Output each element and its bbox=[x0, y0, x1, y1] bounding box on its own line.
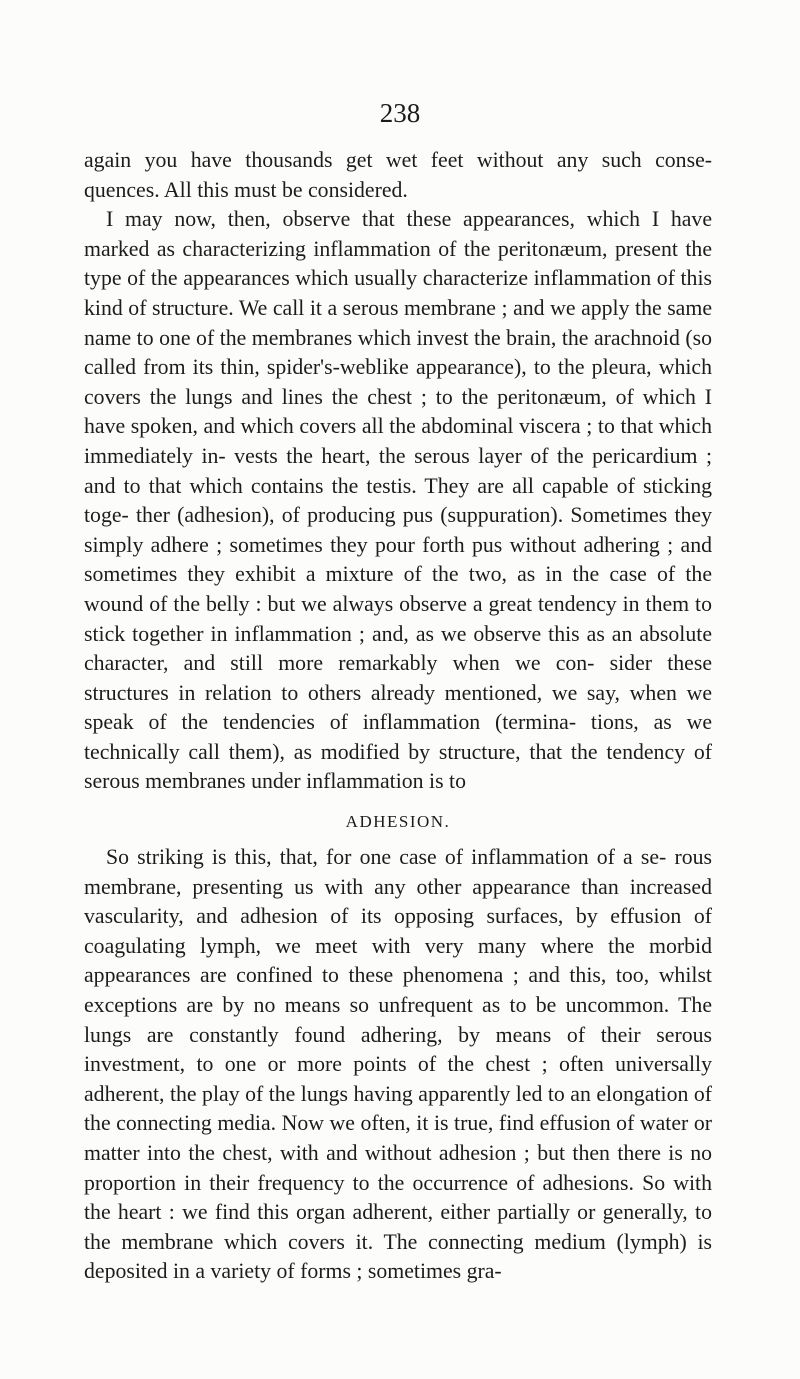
body-text bbox=[84, 146, 712, 1287]
paragraph: again you have thousands get wet feet without any such conse- quences. All this must be considered. bbox=[84, 148, 712, 202]
section-heading: ADHESION. bbox=[345, 812, 451, 832]
paragraph: I may now, then, observe that these appearances, which I have marked as characterizing inflammation of the peritonæum, present the type of the appearances which usually characterize inflammation of this kind of structure. We call it a serous membrane ; and we apply the same name to one of the membranes which invest the brain, the arachnoid (so called from its thin, spider's-weblike appearance), to the pleura, which covers the lungs and lines the chest ; to the peritonæum, of which I have spoken, and which covers all the abdominal viscera ; to that which immediately in- vests the heart, the serous layer of the pericardium ; and to that which contains the testis. They are all capable of sticking toge- ther (adhesion), of producing pus (suppuration). Sometimes they simply adhere ; sometimes they pour forth pus without adhering ; and sometimes they exhibit a mixture of the two, as in the case of the wound of the belly : but we always observe a great tendency in them to stick together in inflammation ; and, as we observe this as an absolute character, and still more remarkably when we con- sider these structures in relation to others already mentioned, we say, when we speak of the tendencies of inflammation (termina- tions, as we technically call them), as modified by structure, that the tendency of serous membranes under inflammation is to bbox=[84, 207, 712, 794]
page-number: 238 bbox=[379, 98, 421, 128]
paragraph: So striking is this, that, for one case of inflammation of a se- rous membrane, presenting us with any other appearance than increased vascularity, and adhesion of its opposing surfaces, by effusion of coagulating lymph, we meet with very many where the morbid appearances are confined to these phenomena ; and this, too, whilst exceptions are by no means so unfrequent as to be uncommon. The lungs are constantly found adhering, by means of their serous investment, to one or more points of the chest ; often universally adherent, the play of the lungs having apparently led to an elongation of the connecting media. Now we often, it is true, find effusion of water or matter into the chest, with and without adhesion ; but then there is no proportion in their frequency to the occurrence of adhesions. So with the heart : we find this organ adherent, either partially or generally, to the membrane which covers it. The connecting medium (lymph) is deposited in a variety of forms ; sometimes gra- bbox=[84, 845, 712, 1284]
